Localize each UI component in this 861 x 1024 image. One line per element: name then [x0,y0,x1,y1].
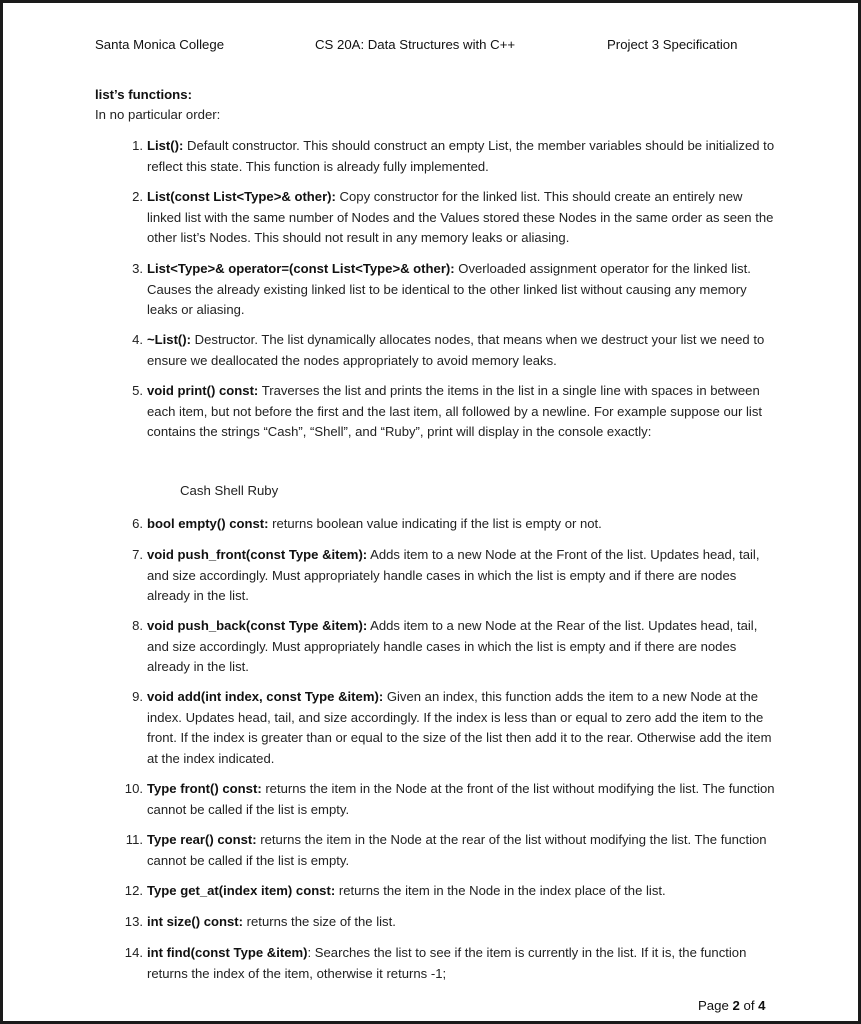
list-item [117,912,777,933]
item-number: 5. [132,383,143,398]
item-number: 12. [124,883,143,898]
function-signature: Type rear() const: [147,832,257,847]
function-description: : Searches the list to see if the item is currently in the list. If it is, the function returns the index of the item, otherwise it returns -1; [147,945,747,981]
item-number: 10. [124,781,143,796]
item-number: 2. [132,189,143,204]
list-item [117,687,777,769]
function-signature: bool empty() const: [147,516,269,531]
list-item [117,330,777,371]
item-number: 7. [132,547,143,562]
header-doc-title: Project 3 Specification [607,37,738,52]
list-item [117,514,777,535]
function-description: Copy constructor for the linked list. This should create an entirely new linked list with the same number of Nodes and the Values stored these Nodes in the same order as seen the other list’s Nodes. This should not result in any memory leaks or aliasing. [147,189,774,245]
list-item [117,187,777,249]
list-item [117,616,777,678]
item-number: 14. [124,945,143,960]
function-description: Adds item to a new Node at the Rear of the list. Updates head, tail, and size accordingly. Must appropriately handle cases in which the list is empty and if there are nodes already in the list. [147,618,758,674]
item-number: 4. [132,332,143,347]
function-description: Adds item to a new Node at the Front of the list. Updates head, tail, and size accordingly. Must appropriately handle cases in which the list is empty and if there are nodes already in the list. [147,547,760,603]
header-course: CS 20A: Data Structures with C++ [315,37,516,52]
function-signature: void push_front(const Type &item): [147,547,368,562]
function-signature: Type get_at(index item) const: [147,883,336,898]
function-description: returns the item in the Node at the front of the list without modifying the list. The function cannot be called if the list is empty. [147,781,775,817]
item-number: 3. [132,261,143,276]
of-label: of [743,998,755,1013]
list-item [117,545,777,607]
item-number: 9. [132,689,143,704]
function-description: returns the size of the list. [243,914,396,929]
list-item [117,881,777,902]
list-item [117,779,777,820]
function-signature: List(): [147,138,184,153]
function-signature: void print() const: [147,383,259,398]
function-description: returns boolean value indicating if the list is empty or not. [268,516,602,531]
item-number: 11. [125,832,143,847]
function-signature: int size() const: [147,914,244,929]
item-number: 6. [132,516,143,531]
total-pages: 4 [758,998,766,1013]
function-description: Overloaded assignment operator for the linked list. Causes the already existing linked list to be identical to the other linked list without causing any memory leaks or aliasing. [147,261,751,317]
item-number: 13. [124,914,143,929]
list-item [117,259,777,321]
function-signature: int find(const Type &item) [147,945,308,960]
list-item [117,943,777,984]
section-intro: In no particular order: [95,107,221,122]
page-number [698,998,766,1013]
function-signature: void add(int index, const Type &item): [147,689,384,704]
list-item [117,136,777,177]
page-label: Page [698,998,729,1013]
section-title: list’s functions: [95,87,192,102]
header-college: Santa Monica College [95,37,225,52]
item-number: 1. [132,138,143,153]
function-description: Default constructor. This should construct an empty List, the member variables should be initialized to reflect this state. This function is already fully implemented. [147,138,775,174]
function-signature: Type front() const: [147,781,262,796]
function-signature: List<Type>& operator=(const List<Type>& other): [147,261,455,276]
function-description: returns the item in the Node in the index place of the list. [335,883,666,898]
function-description: Traverses the list and prints the items in the list in a single line with spaces in between each item, but not before the first and the last item, all followed by a newline. For example suppose our list contains the strings “Cash”, “Shell”, and “Ruby”, print will display in the console exactly: [147,383,763,439]
function-description: Destructor. The list dynamically allocates nodes, that means when we destruct your list we need to ensure we deallocated the nodes appropriately to avoid memory leaks. [147,332,765,368]
document-page [3,3,858,1021]
list-item [117,381,777,443]
function-signature: void push_back(const Type &item): [147,618,368,633]
function-signature: List(const List<Type>& other): [147,189,336,204]
function-description: returns the item in the Node at the rear of the list without modifying the list. The function cannot be called if the list is empty. [147,832,767,868]
function-description: Given an index, this function adds the item to a new Node at the index. Updates head, tail, and size accordingly. If the index is less than or equal to zero add the item to the front. If the index is greater than or equal to the size of the list then add it to the rear. Otherwise add the item at the index indicated. [147,689,772,766]
current-page: 2 [732,998,740,1013]
function-signature: ~List(): [147,332,192,347]
example-output: Cash Shell Ruby [180,483,279,498]
list-item [117,830,777,871]
item-number: 8. [132,618,143,633]
